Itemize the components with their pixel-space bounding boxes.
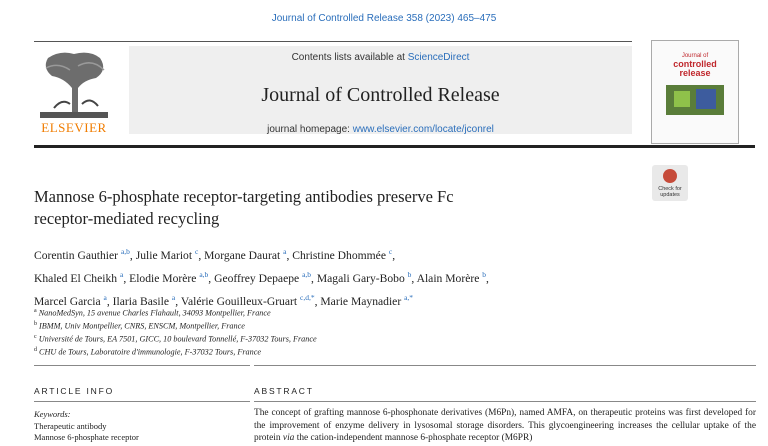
- author-name: Christine Dhommée: [292, 248, 386, 262]
- author-name: Valérie Gouilleux-Gruart: [180, 294, 298, 308]
- affiliation-item: [34, 319, 754, 332]
- header-bottom-rule: [34, 145, 755, 148]
- author-name: Ilaria Basile: [112, 294, 170, 308]
- author-name: Magali Gary-Bobo: [316, 271, 405, 285]
- abstract-top-rule: [254, 365, 756, 366]
- journal-cover-thumbnail[interactable]: [651, 40, 739, 144]
- author-name: Marcel Garcia: [34, 294, 101, 308]
- keywords-list: [34, 421, 139, 443]
- journal-citation[interactable]: Journal of Controlled Release 358 (2023) 465–475: [271, 13, 497, 24]
- contents-prefix: Contents lists available at: [291, 52, 408, 63]
- article-info-top-rule: [34, 365, 250, 366]
- article-info-bottom-rule: [34, 401, 250, 402]
- paper-title-line1: Mannose 6-phosphate receptor-targeting antibodies preserve Fc: [34, 187, 454, 206]
- author-name: Elodie Morère: [129, 271, 197, 285]
- check-for-updates-button[interactable]: [652, 165, 688, 201]
- affiliation-text: CHU de Tours, Laboratoire d'immunologie, F-37032 Tours, France: [39, 347, 261, 357]
- affiliation-key: d: [34, 347, 37, 354]
- cover-title-line2: release: [679, 68, 711, 78]
- journal-banner: [129, 46, 632, 134]
- author-name: Corentin Gauthier: [34, 248, 119, 262]
- author-name: Marie Maynadier: [320, 294, 402, 308]
- cover-artwork-detail: [696, 89, 716, 109]
- homepage-link[interactable]: www.elsevier.com/locate/jconrel: [352, 124, 494, 135]
- crossmark-label-line1: Check for: [658, 186, 682, 192]
- affiliation-item: [34, 306, 754, 319]
- abstract-bottom-rule: [254, 401, 756, 402]
- cover-small-text: Journal of: [681, 53, 709, 59]
- author-list: Corentin Gauthier $^{a,b}$, Julie Mariot $^c$, Morgane Daurat $^a$, Christine Dhommée $^c$, Khaled El Cheikh $^a$, Elodie Morère $^{a,b}$, Geoffrey Depaepe $^{a,b}$, Magali Gary-Bobo $^b$, Alain Morère $^b$, Marcel Garcia $^a$, Ilaria Basile $^a$, Valérie Gouilleux-Gruart $^{c,d,*}$, Marie Maynadier $^{a,*}$: [34, 247, 489, 308]
- author-affiliation-link[interactable]: a,*: [404, 292, 414, 302]
- author-affiliation-link[interactable]: a,b: [302, 269, 312, 279]
- author-affiliation-link[interactable]: b: [407, 269, 412, 279]
- author-affiliation-link[interactable]: a,b: [199, 269, 209, 279]
- crossmark-label: [652, 186, 688, 198]
- cover-title-line1: controlled: [673, 59, 717, 69]
- author-affiliation-link[interactable]: c,d,*: [299, 292, 315, 302]
- publisher-logo-text: ELSEVIER: [41, 120, 107, 135]
- affiliation-text: IBMM, Univ Montpellier, CNRS, ENSCM, Montpellier, France: [39, 321, 245, 331]
- affiliation-key: c: [34, 334, 37, 341]
- affiliation-text: Université de Tours, EA 7501, GICC, 10 boulevard Tonnellé, F-37032 Tours, France: [38, 334, 317, 344]
- affiliation-item: [34, 332, 754, 345]
- journal-name: Journal of Controlled Release: [261, 84, 500, 106]
- author-affiliation-link[interactable]: a,b: [120, 247, 130, 256]
- keywords-label: Keywords:: [34, 409, 71, 419]
- affiliation-text: NanoMedSyn, 15 avenue Charles Flahault, 34093 Montpellier, France: [38, 308, 271, 318]
- paper-title-line2: receptor-mediated recycling: [34, 209, 220, 228]
- author-affiliation-link[interactable]: c: [388, 247, 393, 256]
- cover-artwork-detail: [674, 91, 690, 107]
- author-affiliation-link[interactable]: c: [194, 247, 199, 256]
- author-affiliation-link[interactable]: a: [283, 247, 287, 256]
- author-affiliation-link[interactable]: b: [482, 269, 487, 279]
- affiliation-key: b: [34, 321, 37, 328]
- abstract-part: The concept of grafting mannose 6-phosphonate derivatives (M6Pn), named AMFA, on therapeutic proteins was first developed for the improvement of enzyme delivery in lysosomal storage disorders. This glycoengineering increases the cellular uptake of the protein: [254, 408, 756, 443]
- keyword-item: Therapeutic antibody: [34, 421, 107, 431]
- author-affiliation-link[interactable]: a: [119, 269, 124, 279]
- author-name: Julie Mariot: [135, 248, 193, 262]
- author-name: Geoffrey Depaepe: [214, 271, 300, 285]
- abstract-italic: via: [282, 433, 295, 443]
- abstract-part: the cation-independent mannose 6-phosphate receptor (M6PR): [294, 433, 533, 443]
- author-name: Morgane Daurat: [204, 248, 281, 262]
- article-info-heading: ARTICLE INFO: [34, 386, 115, 396]
- abstract-heading: ABSTRACT: [254, 386, 314, 396]
- abstract-text: [254, 407, 756, 445]
- journal-homepage: [129, 124, 632, 135]
- author-affiliation-link[interactable]: a: [103, 292, 107, 302]
- author-affiliation-link[interactable]: a: [171, 292, 176, 302]
- affiliation-list: [34, 306, 754, 358]
- author-name: Alain Morère: [416, 271, 480, 285]
- affiliation-item: [34, 345, 754, 358]
- affiliation-key: a: [34, 308, 37, 314]
- sciencedirect-link[interactable]: ScienceDirect: [407, 52, 470, 63]
- crossmark-label-line2: updates: [660, 192, 680, 198]
- homepage-prefix: journal homepage:: [267, 124, 353, 135]
- contents-availability: [129, 52, 632, 63]
- crossmark-icon: [663, 169, 677, 183]
- keyword-item: Mannose 6-phosphate receptor: [34, 432, 139, 442]
- author-name: Khaled El Cheikh: [34, 271, 118, 285]
- journal-masthead: [34, 40, 756, 144]
- paper-title: [34, 186, 594, 230]
